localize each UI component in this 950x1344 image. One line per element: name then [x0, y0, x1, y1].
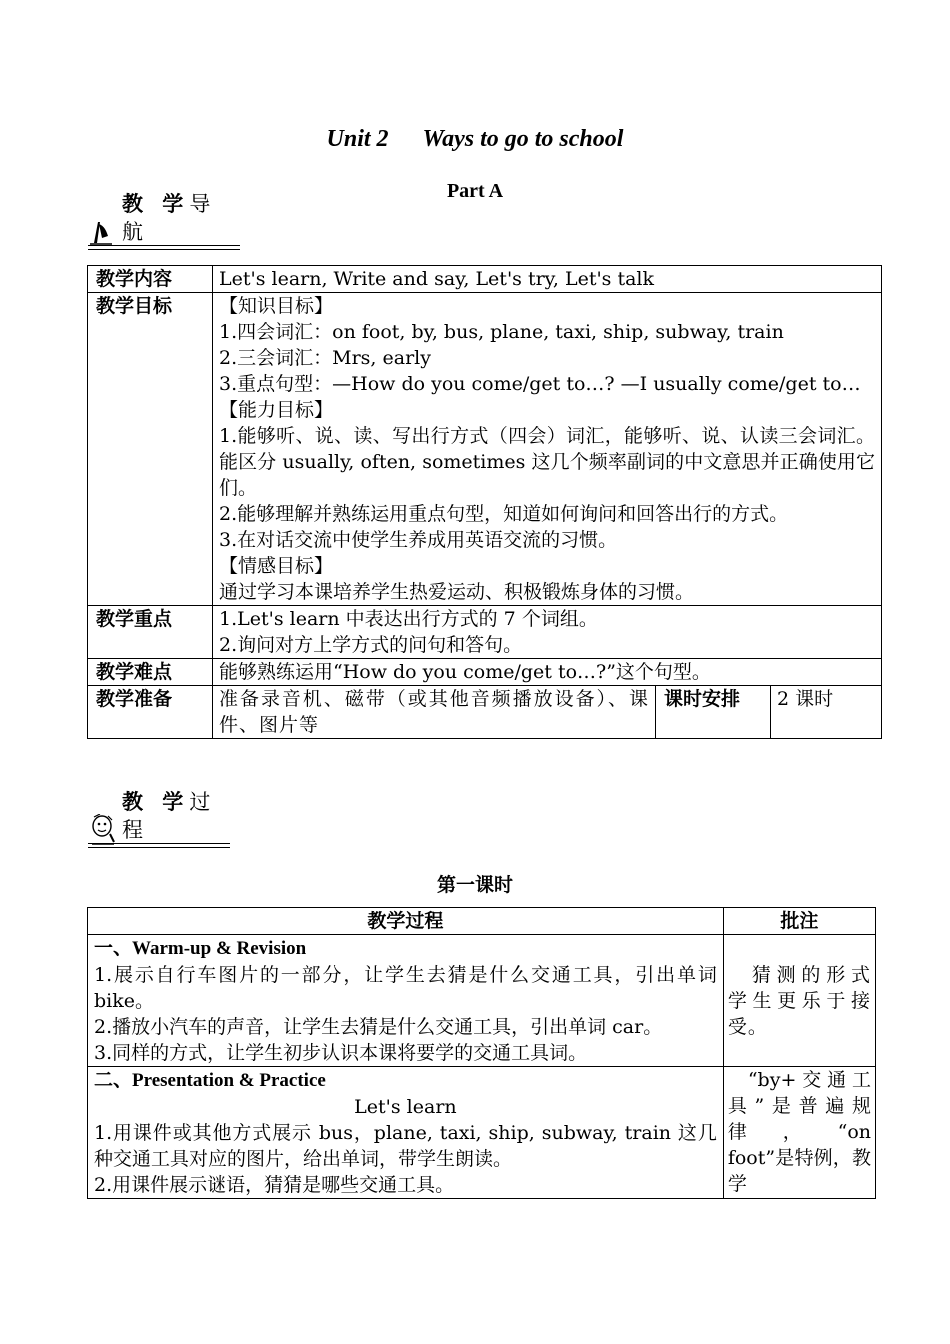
key-point: 2.询问对方上学方式的问句和答句。: [219, 634, 523, 656]
presentation-note: “by+交通工具”是普遍规律，“on foot”是特例，教学: [723, 1067, 875, 1199]
unit-number: Unit 2: [326, 126, 389, 152]
content-value: Let's learn, Write and say, Let's try, Let's talk: [213, 266, 882, 293]
teaching-info-table: [87, 265, 882, 739]
content-label: 教学内容: [88, 266, 213, 293]
goal-line: 3.重点句型：—How do you come/get to…? —I usually come/get to…: [219, 373, 861, 395]
presentation-step: 1.用课件或其他方式展示 bus，plane, taxi, ship, subway, train 这几种交通工具对应的图片，给出单词，带学生朗读。: [94, 1122, 717, 1170]
warmup-step: 1.展示自行车图片的一部分，让学生去猜是什么交通工具，引出单词 bike。: [94, 964, 717, 1012]
nav-section-title: 教 学导 航: [122, 192, 217, 244]
goal-line: 3.在对话交流中使学生养成用英语交流的习惯。: [219, 529, 618, 551]
ability-goal-heading: 【能力目标】: [219, 399, 334, 421]
difficulty-label: 教学难点: [88, 659, 213, 686]
goals-label: 教学目标: [88, 293, 213, 606]
flag-marker-icon: [88, 216, 118, 246]
preparation-value: 准备录音机、磁带（或其他音频播放设备）、课件、图片等: [213, 686, 656, 739]
notes-column-header: 批注: [723, 908, 875, 935]
process-column-header: 教学过程: [88, 908, 724, 935]
lesson-title: 第一课时: [436, 874, 513, 896]
pencil-character-icon: [88, 814, 118, 844]
process-row-warmup: [88, 935, 876, 1067]
schedule-label: 课时安排: [656, 686, 771, 739]
section-heading-text: Warm-up & Revision: [132, 938, 307, 959]
goals-value: [213, 293, 882, 606]
process-section-header: [88, 790, 230, 844]
unit-topic: Ways to go to school: [422, 126, 624, 152]
section-heading-text: Presentation & Practice: [132, 1070, 326, 1091]
warmup-step: 3.同样的方式，让学生初步认识本课将要学的交通工具词。: [94, 1042, 588, 1064]
goals-row: [88, 293, 882, 606]
preparation-label: 教学准备: [88, 686, 213, 739]
teaching-process-table: [87, 907, 876, 1199]
knowledge-goal-heading: 【知识目标】: [219, 295, 334, 317]
goal-line: 2.三会词汇：Mrs, early: [219, 347, 431, 369]
difficulty-row: [88, 659, 882, 686]
presentation-step: 2.用课件展示谜语，猜猜是哪些交通工具。: [94, 1174, 455, 1196]
goal-line: 2.能够理解并熟练运用重点句型，知道如何询问和回答出行的方式。: [219, 503, 789, 525]
presentation-cell: [88, 1067, 724, 1199]
goal-line: 1.四会词汇：on foot, by, bus, plane, taxi, ship, subway, train: [219, 321, 784, 343]
process-section-title: 教 学过 程: [122, 790, 217, 842]
difficulty-value: 能够熟练运用“How do you come/get to…?”这个句型。: [213, 659, 882, 686]
process-header-row: [88, 908, 876, 935]
warmup-step: 2.播放小汽车的声音，让学生去猜是什么交通工具，引出单词 car。: [94, 1016, 663, 1038]
emotion-goal-heading: 【情感目标】: [219, 555, 334, 577]
preparation-row: [88, 686, 882, 739]
key-points-value: [213, 606, 882, 659]
goal-line: 1.能够听、说、读、写出行方式（四会）词汇，能够听、说、认读三会词汇。能区分 usually, often, sometimes 这几个频率副词的中文意思并正确使用它们。: [219, 425, 875, 499]
warmup-heading: 一、Warm-up & Revision: [94, 937, 307, 959]
presentation-heading: 二、Presentation & Practice: [94, 1069, 326, 1091]
lets-learn-subheading: Let's learn: [354, 1096, 457, 1118]
key-points-row: [88, 606, 882, 659]
warmup-note: 猜测的形式学生更乐于接受。: [723, 935, 875, 1067]
warmup-cell: [88, 935, 724, 1067]
process-row-presentation: [88, 1067, 876, 1199]
content-row: [88, 266, 882, 293]
key-point: 1.Let's learn 中表达出行方式的 7 个词组。: [219, 608, 598, 630]
part-title: Part A: [446, 180, 504, 202]
goal-line: 通过学习本课培养学生热爱运动、积极锻炼身体的习惯。: [219, 581, 695, 603]
nav-section-header: [88, 192, 240, 246]
unit-title: [0, 126, 950, 153]
schedule-value: 2 课时: [771, 686, 882, 739]
key-points-label: 教学重点: [88, 606, 213, 659]
